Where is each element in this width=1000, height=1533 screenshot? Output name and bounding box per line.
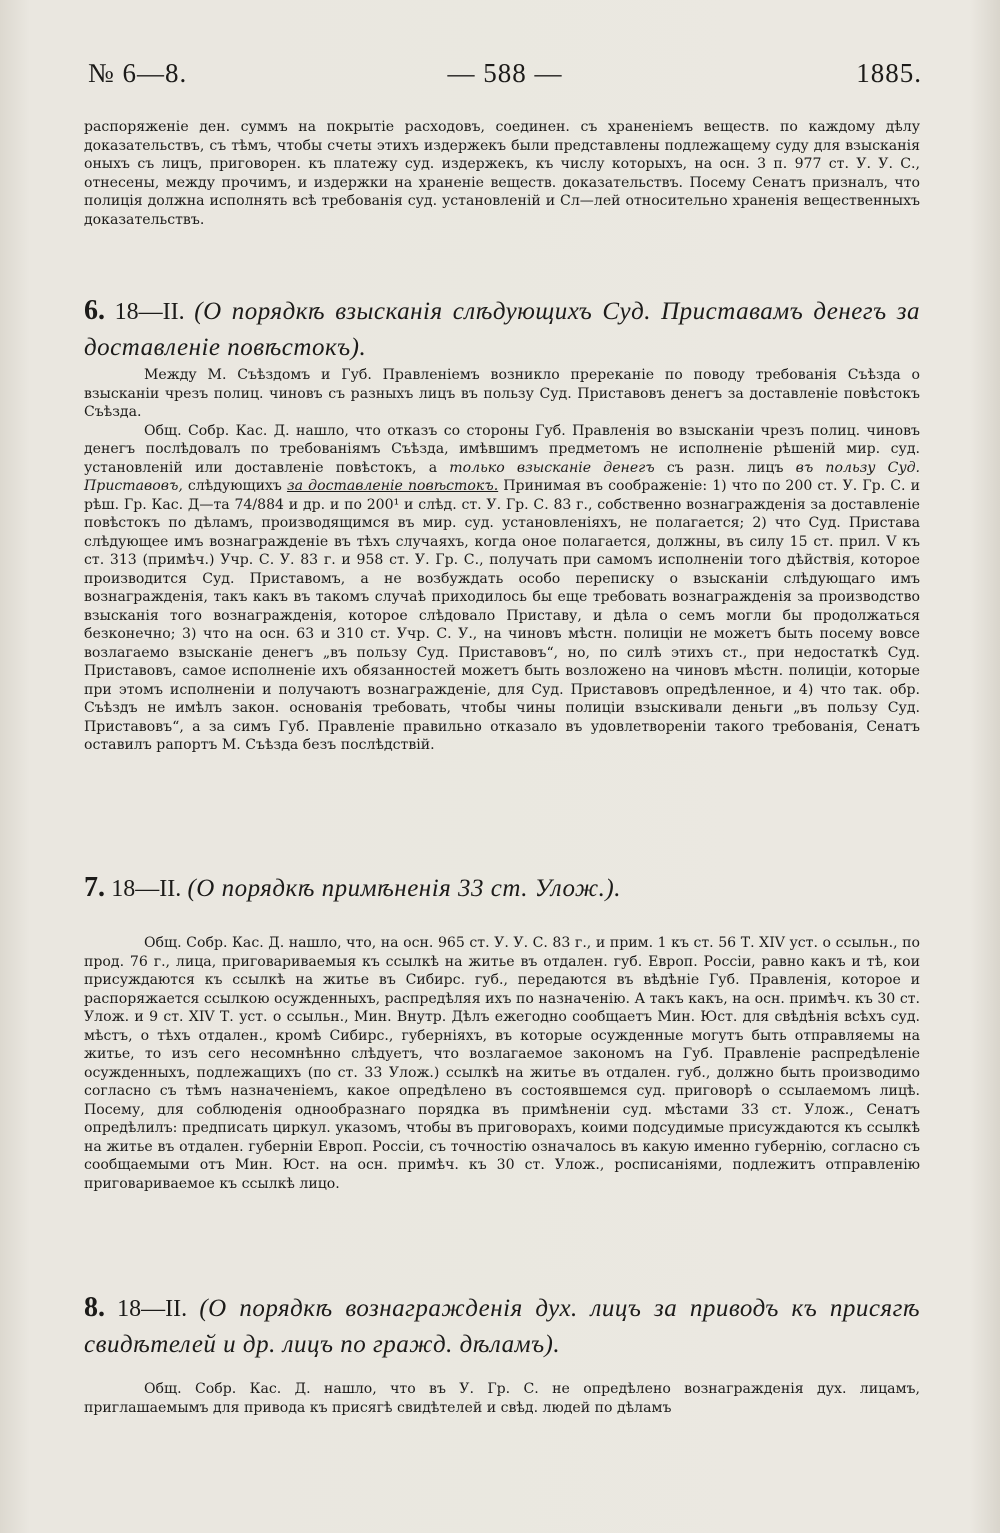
section-8-number: 8. <box>84 1292 105 1323</box>
section-8-heading <box>84 1290 920 1363</box>
section-7-heading <box>84 870 920 907</box>
page-content <box>84 118 921 1416</box>
page-number: — 588 — <box>447 58 563 88</box>
section-7-paragraph: Общ. Собр. Кас. Д. нашло, что, на осн. 965 ст. У. У. С. 83 г., и прим. 1 къ ст. 56 Т. XIV уст. о ссыльн., по прод. 76 г., лица, приговариваемыя къ ссылкѣ на житье въ отдален. губ. Европ. Россіи, равно какъ и тѣ, кои присуждаются къ ссылкѣ на житье въ Сибирс. губ., передаются въ вѣдѣніе Губ. Правленія, которое и распоряжается ссылкою осужденныхъ, распредѣляя ихъ по назначенію. А такъ какъ, на осн. примѣч. къ 30 ст. Улож. и 9 ст. XIV Т. уст. о ссыльн., Мин. Внутр. Дѣлъ ежегодно сообщаетъ Мин. Юст. для свѣдѣнія всѣхъ суд. мѣстъ, о тѣхъ отдален., кромѣ Сибирс., губерніяхъ, въ которые осужденные могутъ быть отправляемы на житье, то изъ сего несомнѣнно слѣдуетъ, что возлагаемое закономъ на Губ. Правленіе распредѣленіе осужденныхъ, подлежащихъ (по ст. 33 Улож.) ссылкѣ на житье въ отдален. губ., должно быть производимо согласно съ тѣмъ назначеніемъ, какое опредѣлено въ состоявшемся суд. приговорѣ о ссылаемомъ лицѣ. Посему, для соблюденія однообразнаго порядка въ примѣненіи суд. мѣстами 33 ст. Улож., Сенатъ опредѣлилъ: предписать циркул. указомъ, чтобы въ приговорахъ, коими подсудимые присуждаются къ ссылкѣ на житье въ отдален. губерніи Европ. Россіи, съ точностію означалось въ какую именно губернію, согласно съ сообщаемыми отъ Мин. Юст. на осн. примѣч. къ 30 ст. Улож., росписаніями, подлежитъ отправленію приговариваемое къ ссылкѣ лицо. <box>84 935 920 1192</box>
section-6-paragraph-1: Между М. Съѣздомъ и Губ. Правленіемъ возникло пререканіе по поводу требованія Съѣзда о взысканіи чрезъ полиц. чиновъ съ разныхъ лицъ въ пользу Суд. Приставовъ денегъ за доставленіе повѣстокъ Съѣзда. <box>84 367 920 420</box>
section-7-topic: (О порядкѣ примѣненія 33 ст. Улож.). <box>187 875 621 902</box>
page-header <box>88 58 922 94</box>
section-8-body <box>84 1380 920 1417</box>
section-6-paragraph-2 <box>84 422 920 755</box>
intro-paragraph: распоряженіе ден. суммъ на покрытіе расходовъ, соединен. съ храненіемъ веществ. по каждому дѣлу доказательствъ, съ тѣмъ, чтобы счеты этихъ издержекъ были представлены подлежащему суду для взысканія оныхъ съ лицъ, приговорен. къ платежу суд. издержекъ, къ числу которыхъ, на осн. 3 п. 977 ст. У. У. С., отнесены, между прочимъ, и издержки на храненіе веществ. доказательствъ. Посему Сенатъ призналъ, что полиція должна исполнять всѣ требованія суд. установленій и Сл—лей относительно храненія вещественныхъ доказательствъ. <box>84 119 920 228</box>
section-7-number: 7. <box>84 872 105 903</box>
section-7-date: 18—II. <box>111 876 182 902</box>
issue-number: № 6—8. <box>88 58 188 88</box>
year: 1885. <box>856 58 922 88</box>
section-6-heading <box>84 293 920 366</box>
section-8-date: 18—II. <box>117 1296 188 1322</box>
section-6-text-a: Общ. Собр. Кас. Д. нашло, что отказъ со стороны Губ. Правленія во взысканіи чрезъ полиц. чиновъ денегъ послѣдовалъ по требованіямъ Съѣзда, имѣвшимъ предметомъ не исполненіе рѣшеній мир. суд. установленій или доставленіе повѣстокъ, а <box>84 422 920 476</box>
section-6-text-d: Принимая въ соображеніе: 1) что по 200 ст. У. Гр. С. и рѣш. Гр. Кас. Д—та 74/884 и др. и по 200¹ и слѣд. ст. У. Гр. С. 83 г., собственно вознагражденія за доставленіе повѣстокъ по дѣламъ, производящимся въ мир. суд. установленіяхъ, не полагается; 2) что Суд. Пристава слѣдующее имъ вознагражденіе въ тѣхъ случаяхъ, когда оное полагается, должны, въ силу 15 ст. прил. V къ ст. 313 (примѣч.) Учр. С. У. 83 г. и 958 ст. У. Гр. С., получать при самомъ исполненіи того дѣйствія, которое производится Суд. Приставомъ, а не возбуждать особо переписку о взысканіи слѣдующаго имъ вознагражденія, такъ какъ въ такомъ случаѣ приходилось бы еще требовать вознагражденія за производство взысканія того вознагражденія, которое слѣдовало Приставу, и дѣла о семъ могли бы продолжаться безконечно; 3) что на осн. 63 и 310 ст. Учр. С. У., на чиновъ мѣстн. полиціи не можетъ быть посему вовсе возлагаемо взысканіе денегъ „въ пользу Суд. Приставовъ“, но, по силѣ этихъ ст., при недостаткѣ Суд. Приставовъ, самое исполненіе ихъ обязанностей можетъ быть возложено на чиновъ мѣстн. полиціи, которые при этомъ исполненіи и получаютъ вознагражденіе, для Суд. Приставовъ опредѣленное, и 4) что так. обр. Съѣздъ не имѣлъ закон. основанія требовать, чтобы чины полиціи взыскивали деньги „въ пользу Суд. Приставовъ“, а за симъ Губ. Правленіе правильно отказало въ удовлетвореніи такого требованія, Сенатъ оставилъ рапортъ М. Съѣзда безъ послѣдствій. <box>84 478 920 753</box>
section-8-topic: (О порядкѣ вознагражденія дух. лицъ за приводъ къ присягѣ свидѣтелей и др. лицъ по гражд. дѣламъ). <box>84 1295 921 1358</box>
section-6-body <box>84 366 920 755</box>
section-6-text-b: съ разн. лицъ <box>666 459 784 476</box>
section-6-text-c: слѣдующихъ <box>187 478 282 494</box>
section-6-italic-2: въ пользу Суд. Приставовъ, <box>84 459 921 494</box>
section-6-italic-1: только взысканіе денегъ <box>449 459 655 476</box>
section-7-body <box>84 934 920 1193</box>
section-6-date: 18—II. <box>114 299 185 325</box>
section-6-italic-3: за доставленіе повѣстокъ. <box>286 478 499 494</box>
section-6-number: 6. <box>84 295 105 326</box>
section-8-paragraph: Общ. Собр. Кас. Д. нашло, что въ У. Гр. С. не опредѣлено вознагражденія дух. лицамъ, приглашаемымъ для привода къ присягѣ свидѣтелей и свѣд. людей по дѣламъ <box>84 1381 920 1416</box>
section-6-topic: (О порядкѣ взысканія слѣдующихъ Суд. Приставамъ денегъ за доставленіе повѣстокъ). <box>84 298 921 361</box>
